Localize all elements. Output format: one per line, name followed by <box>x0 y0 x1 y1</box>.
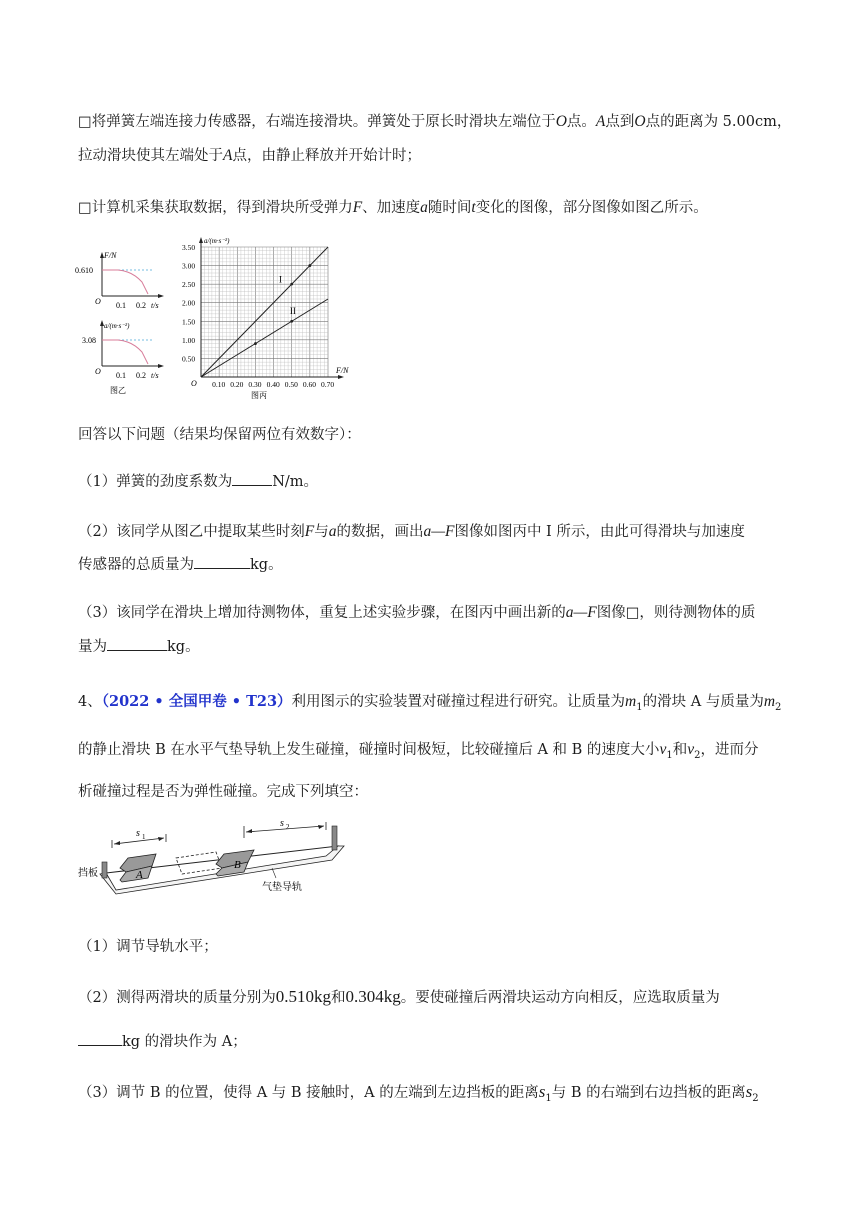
text: □将弹簧左端连接力传感器，右端连接滑块。弹簧处于原长时滑块左端位于 <box>78 114 556 130</box>
yi-bottom-origin: O <box>95 367 101 376</box>
subscript: 1 <box>666 749 673 761</box>
symbol-t: t <box>471 199 476 216</box>
s2-subscript: 2 <box>286 823 290 831</box>
symbol-s2: s <box>745 1082 753 1101</box>
bing-origin: O <box>191 379 197 388</box>
symbol-m2: m <box>763 693 776 710</box>
question-3-line-1 <box>78 601 755 622</box>
figure-bing-chart <box>182 237 349 400</box>
bing-series <box>201 247 328 377</box>
bing-tick-labels <box>182 243 334 389</box>
symbol-A: A <box>595 113 606 130</box>
text: 析碰撞过程是否为弹性碰撞。完成下列填空： <box>78 784 368 800</box>
y-tick-label: 1.50 <box>182 317 196 327</box>
text: 的滑块 A 与质量为 <box>642 694 764 710</box>
answer-blank[interactable] <box>194 555 250 569</box>
symbol-a-F: a—F <box>423 523 455 540</box>
answer-blank[interactable] <box>78 1032 122 1046</box>
s1-label: s <box>136 828 140 839</box>
baffle-label: 挡板 <box>78 868 98 879</box>
y-tick-label: 1.00 <box>182 335 196 345</box>
symbol-A: A <box>223 147 233 164</box>
symbol-O: O <box>634 113 646 130</box>
air-track-label: 气垫导轨 <box>262 882 302 893</box>
text: 传感器的总质量为 <box>78 557 194 573</box>
problem-4-line-3 <box>78 780 368 801</box>
question-2-line-1 <box>78 520 745 541</box>
question-2-line-2 <box>78 553 283 574</box>
symbol-F: F <box>304 523 315 540</box>
s1-subscript: 1 <box>142 833 146 841</box>
text: 与 <box>314 524 329 540</box>
x-tick-label: 0.50 <box>284 380 298 389</box>
text: 点的距离为 5.00cm， <box>645 114 792 130</box>
slider-B-label: B <box>234 859 241 871</box>
question-3-line-2 <box>78 635 200 656</box>
x-tick-label: 0.70 <box>321 380 335 389</box>
figure-yi-bing <box>70 236 360 400</box>
text: 、加速度 <box>362 200 421 216</box>
yi-top-yvalue: 0.610 <box>75 266 93 275</box>
text: 的静止滑块 B 在水平气垫导轨上发生碰撞，碰撞时间极短，比较碰撞后 A 和 B 的速度大小 <box>78 742 660 758</box>
problem-4-line-1 <box>78 690 781 713</box>
subscript: 2 <box>752 1092 759 1104</box>
y-tick-label: 2.00 <box>182 298 196 308</box>
data-point <box>290 320 293 323</box>
figure-yi-bottom <box>82 320 164 395</box>
text: kg 的滑块作为 A； <box>122 1034 247 1050</box>
series-label: II <box>289 305 296 316</box>
problem-4-line-2 <box>78 738 758 761</box>
slider-A-label: A <box>136 869 143 881</box>
symbol-a: a <box>420 199 428 216</box>
text: 点。 <box>566 114 596 130</box>
text: 利用图示的实验装置对碰撞过程进行研究。让质量为 <box>291 694 626 710</box>
series-line-II <box>201 299 328 377</box>
yi-top-origin: O <box>95 297 101 306</box>
yi-top-xlabel: t/s <box>151 301 159 310</box>
air-track-diagram <box>76 818 366 900</box>
yi-bottom-tick-2: 0.2 <box>136 371 146 380</box>
yi-bottom-yvalue: 3.08 <box>82 336 96 345</box>
data-point <box>254 342 257 345</box>
text: 点，由静止释放并开始计时； <box>232 148 421 164</box>
symbol-F: F <box>352 199 363 216</box>
y-tick-label: 0.50 <box>182 354 196 364</box>
text: 回答以下问题（结果均保留两位有效数字）： <box>78 427 361 443</box>
text: 图像如图丙中 I 所示，由此可得滑块与加速度 <box>454 524 745 540</box>
text: （2）该同学从图乙中提取某些时刻 <box>78 524 305 540</box>
text: 变化的图像，部分图像如图乙所示。 <box>475 200 708 216</box>
symbol-a: a <box>328 523 337 540</box>
yi-top-ylabel: F/N <box>104 251 117 260</box>
x-tick-label: 0.20 <box>230 380 244 389</box>
s2-label: s <box>280 818 284 829</box>
answer-blank[interactable] <box>107 637 167 651</box>
text: 和 <box>330 990 346 1006</box>
text: 与 B 的右端到右边挡板的距离 <box>551 1085 746 1101</box>
yi-top-tick-1: 0.1 <box>116 301 126 310</box>
mass-1: 0.510kg <box>275 987 331 1006</box>
step-2-line <box>78 196 708 217</box>
symbol-v2: v <box>687 741 695 758</box>
text: 拉动滑块使其左端处于 <box>78 148 223 164</box>
yi-caption: 图乙 <box>110 386 126 395</box>
symbol-v1: v <box>659 741 667 758</box>
text: 。要使碰撞后两滑块运动方向相反，应选取质量为 <box>400 990 720 1006</box>
symbol-a-F: a—F <box>565 604 597 621</box>
text: kg。 <box>167 639 200 655</box>
text: （2）测得两滑块的质量分别为 <box>78 990 276 1006</box>
text: （1）调节导轨水平； <box>78 939 218 955</box>
step-1-line-1 <box>78 110 791 131</box>
text: （3）该同学在滑块上增加待测物体，重复上述实验步骤，在图丙中画出新的 <box>78 605 566 621</box>
problem-4-q2-line-1 <box>78 986 720 1007</box>
question-1 <box>78 470 318 491</box>
x-tick-label: 0.10 <box>212 380 226 389</box>
figure-yi-top <box>75 251 164 310</box>
problem-4-q1 <box>78 935 218 956</box>
subscript: 2 <box>694 749 701 761</box>
x-tick-label: 0.30 <box>248 380 262 389</box>
problem-number: 4、 <box>78 694 102 710</box>
x-axis-arrow <box>338 375 344 379</box>
subscript: 2 <box>775 701 782 713</box>
mass-2: 0.304kg <box>345 987 401 1006</box>
text: 图像□，则待测物体的质 <box>596 605 756 621</box>
text: ，进而分 <box>700 742 759 758</box>
x-tick-label: 0.60 <box>302 380 316 389</box>
problem-4-q2-line-2 <box>78 1030 247 1051</box>
text: （1）弹簧的劲度系数为 <box>78 474 233 490</box>
y-tick-label: 3.50 <box>182 243 196 252</box>
text: （3）调节 B 的位置，使得 A 与 B 接触时，A 的左端到左边挡板的距离 <box>78 1085 539 1101</box>
series-label: I <box>279 274 283 285</box>
data-point <box>308 264 311 267</box>
symbol-m1: m <box>625 693 637 710</box>
problem-4-q3-line-1 <box>78 1081 759 1104</box>
text: 随时间 <box>427 200 472 216</box>
text: □计算机采集获取数据，得到滑块所受弹力 <box>78 200 353 216</box>
text: N/m。 <box>272 474 319 490</box>
subscript: 1 <box>636 701 643 713</box>
text: 和 <box>672 742 688 758</box>
problem-source: （2022 • 全国甲卷 • T23） <box>101 693 292 710</box>
text: kg。 <box>250 557 283 573</box>
y-tick-label: 3.00 <box>182 261 196 271</box>
symbol-O: O <box>555 113 567 130</box>
text: 点到 <box>605 114 635 130</box>
subscript: 1 <box>545 1092 552 1104</box>
yi-bottom-tick-1: 0.1 <box>116 371 126 380</box>
text: 的数据，画出 <box>336 524 424 540</box>
answer-intro <box>78 423 361 444</box>
answer-blank[interactable] <box>232 472 272 486</box>
bing-xlabel: F/N <box>336 366 349 375</box>
x-tick-label: 0.40 <box>266 380 280 389</box>
step-1-line-2 <box>78 144 421 165</box>
yi-bottom-ylabel: a/(m·s⁻²) <box>104 322 130 330</box>
y-tick-label: 2.50 <box>182 280 196 290</box>
y-axis-arrow <box>199 237 203 243</box>
yi-top-tick-2: 0.2 <box>136 301 146 310</box>
data-point <box>290 283 293 286</box>
bing-caption: 图丙 <box>251 391 267 400</box>
symbol-s1: s <box>538 1082 546 1101</box>
text: 量为 <box>78 639 107 655</box>
bing-ylabel: a/(m·s⁻²) <box>204 237 230 245</box>
yi-bottom-xlabel: t/s <box>151 371 159 380</box>
